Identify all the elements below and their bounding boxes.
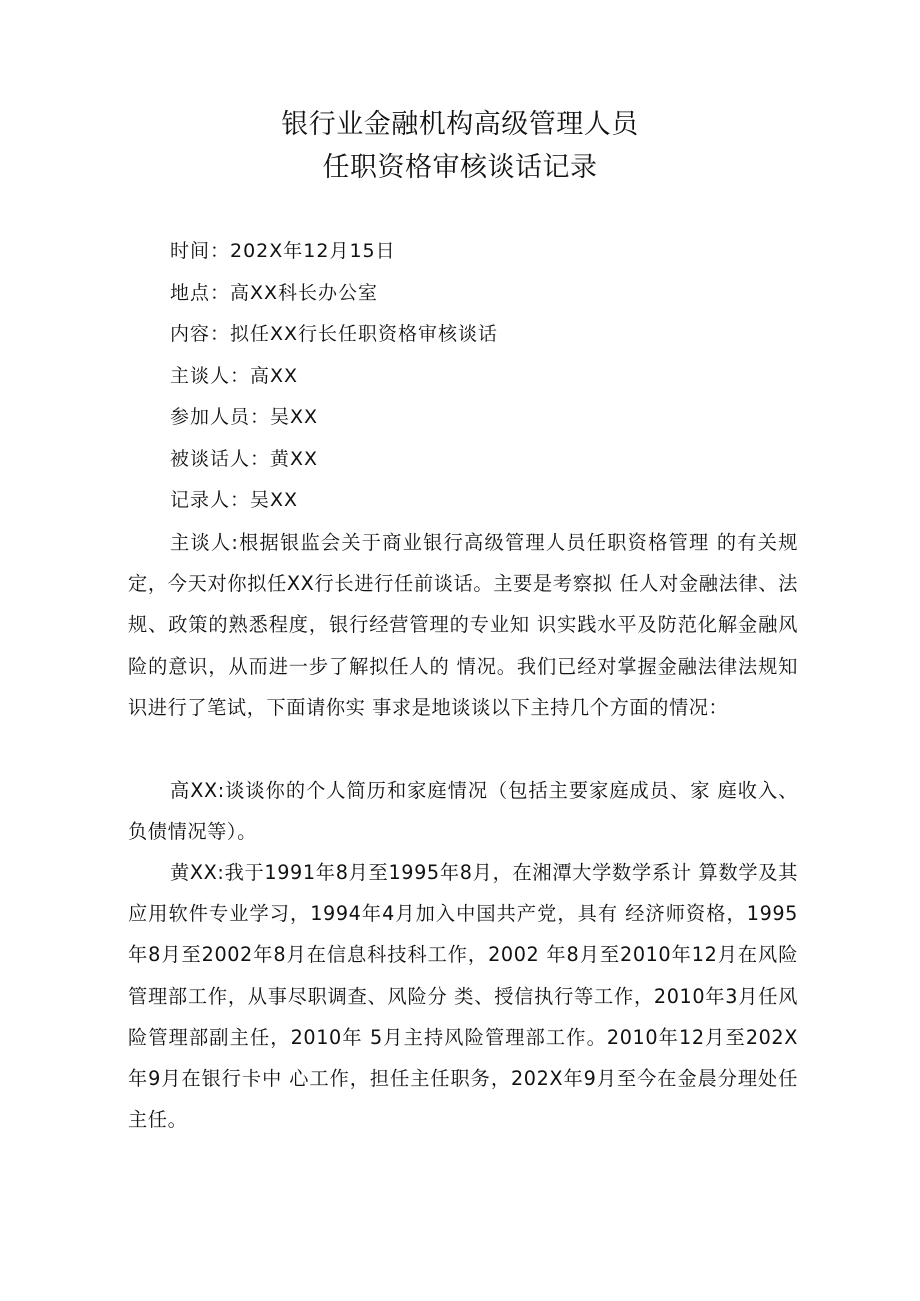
meta-place: 地点：高XX科长办公室 <box>170 282 379 304</box>
paragraph-host-opening: 主谈人:根据银监会关于商业银行高级管理人员任职资格管理 的有关规定，今天对你拟任XX行长进行任前谈话。主要是考察拟 任人对金融法律、法规、政策的熟悉程度，银行经营管理的专业知 识实践水平及防范化解金融风险的意识，从而进一步了解拟任人的 情况。我们已经对掌握金融法律法规知识进行了笔试，下面请你实 事求是地谈谈以下主持几个方面的情况： <box>128 531 798 719</box>
meta-recorder: 记录人：吴XX <box>170 489 299 511</box>
meta-participants: 参加人员：吴XX <box>170 406 319 428</box>
meta-content: 内容：拟任XX行长任职资格审核谈话 <box>170 323 499 345</box>
meta-time: 时间：202X年12月15日 <box>170 240 396 262</box>
meta-interviewee: 被谈话人：黄XX <box>170 448 319 470</box>
meta-host: 主谈人：高XX <box>170 365 299 387</box>
document-title-line-2: 任职资格审核谈话记录 <box>322 152 598 183</box>
document-title-line-1: 银行业金融机构高级管理人员 <box>281 109 639 140</box>
paragraph-answer: 黄XX:我于1991年8月至1995年8月，在湘潭大学数学系计 算数学及其应用软件专业学习，1994年4月加入中国共产党，具有 经济师资格，1995年8月至2002年8月在信息科技科工作，2002 年8月至2010年12月在风险管理部工作，从事尽职调查、风险分 类、授信执行等工作，2010年3月任风险管理部副主任，2010年 5月主持风险管理部工作。2010年12月至202X年9月在银行卡中 心工作，担任主任职务，202X年9月至今在金晨分理处任主任。 <box>128 861 798 1132</box>
paragraph-question: 高XX:谈谈你的个人简历和家庭情况（包括主要家庭成员、家 庭收入、负债情况等）。 <box>128 779 798 844</box>
